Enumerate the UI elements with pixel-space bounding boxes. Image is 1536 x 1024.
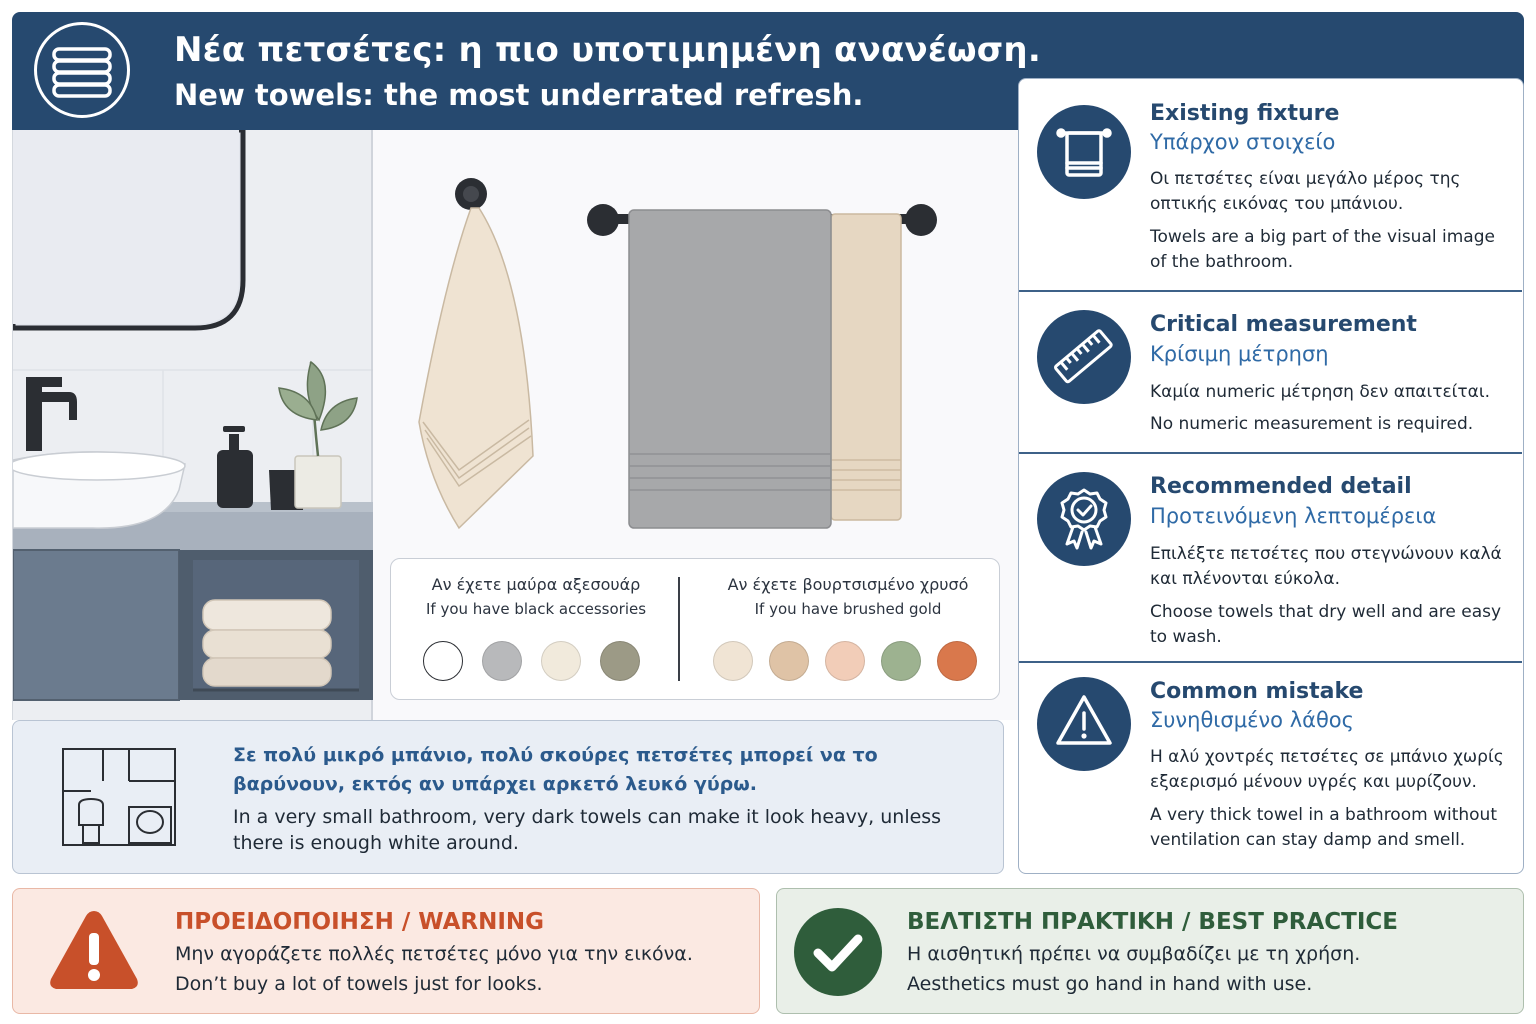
color-swatch (600, 641, 640, 681)
page-title-english: New towels: the most underrated refresh. (174, 78, 864, 112)
towel-rail-icon (1037, 105, 1131, 199)
warning-text-greek: Μην αγοράζετε πολλές πετσέτες μόνο για την εικόνα. (175, 943, 693, 965)
best-practice-title: ΒΕΛΤΙΣΤΗ ΠΡΑΚΤΙΚΗ / BEST PRACTICE (907, 909, 1398, 935)
tip-body-english: Choose towels that dry well and are easy to wash. (1150, 602, 1502, 647)
tip-body-english: No numeric measurement is required. (1150, 414, 1474, 434)
note-text-greek: Σε πολύ μικρό μπάνιο, πολύ σκούρες πετσέτες μπορεί να το βαρύνουν, εκτός αν υπάρχει αρκετό λευκό γύρω. (233, 744, 878, 795)
best-practice-text-english: Aesthetics must go hand in hand with use. (907, 973, 1313, 995)
small-bathroom-note (12, 720, 1004, 874)
color-swatch-panel (390, 558, 1000, 700)
black-accessories-label-english: If you have black accessories (425, 600, 647, 618)
tip-title-english: Critical measurement (1150, 312, 1417, 337)
warning-text-english: Don’t buy a lot of towels just for looks. (175, 973, 543, 995)
warning-triangle-icon (47, 907, 141, 993)
tip-body-english: A very thick towel in a bathroom without ventilation can stay damp and smell. (1150, 805, 1497, 850)
tip-body-greek: Επιλέξτε πετσέτες που στεγνώνουν καλά και πλένονται εύκολα. (1150, 544, 1502, 589)
checkmark-circle-icon (793, 907, 883, 997)
tip-title-greek: Κρίσιμη μέτρηση (1150, 342, 1329, 366)
mirror-illustration (13, 130, 243, 328)
black-accessories-group (391, 575, 681, 618)
page-title-greek: Νέα πετσέτες: η πιο υποτιμημένη ανανέωση. (174, 30, 1041, 70)
color-swatch (881, 641, 921, 681)
color-swatch (713, 641, 753, 681)
tip-body-english: Towels are a big part of the visual image of the bathroom. (1150, 227, 1495, 272)
tips-panel (1018, 78, 1524, 874)
tip-title-greek: Προτεινόμενη λεπτομέρεια (1150, 504, 1437, 528)
tip-title-english: Recommended detail (1150, 474, 1412, 499)
tip-body-greek: Η αλύ χοντρές πετσέτες σε μπάνιο χωρίς εξαερισμό μένουν υγρές και μυρίζουν. (1150, 747, 1504, 792)
warning-title: ΠΡΟΕΙΔΟΠΟΙΗΣΗ / WARNING (175, 909, 545, 935)
award-badge-icon (1037, 472, 1131, 566)
brushed-gold-label-english: If you have brushed gold (754, 600, 942, 618)
tip-common-mistake (1019, 663, 1522, 873)
stacked-towels-icon (34, 22, 130, 118)
color-swatch (937, 641, 977, 681)
tip-critical-measurement (1019, 292, 1522, 452)
warning-triangle-icon (1037, 677, 1131, 771)
best-practice-banner (776, 888, 1524, 1014)
brushed-gold-group (703, 575, 993, 618)
color-swatch (769, 641, 809, 681)
tip-title-greek: Συνηθισμένο λάθος (1150, 708, 1354, 732)
warning-banner (12, 888, 760, 1014)
tip-existing-fixture (1019, 79, 1522, 291)
best-practice-text-greek: Η αισθητική πρέπει να συμβαδίζει με τη χρήση. (907, 943, 1361, 965)
swatch-divider (678, 577, 680, 681)
tip-title-greek: Υπάρχον στοιχείο (1150, 130, 1336, 154)
floor-plan-icon (61, 747, 177, 847)
note-text-english: In a very small bathroom, very dark towels can make it look heavy, unless there is enough white around. (233, 806, 942, 854)
color-swatch (482, 641, 522, 681)
tip-body-greek: Καμία numeric μέτρηση δεν απαιτείται. (1150, 382, 1490, 402)
color-swatch (541, 641, 581, 681)
color-swatch (825, 641, 865, 681)
black-accessories-label-greek: Αν έχετε μαύρα αξεσουάρ (431, 575, 641, 594)
ruler-icon (1037, 310, 1131, 404)
tip-title-english: Existing fixture (1150, 101, 1340, 126)
tip-title-english: Common mistake (1150, 679, 1364, 704)
brushed-gold-label-greek: Αν έχετε βουρτσισμένο χρυσό (727, 575, 969, 594)
tip-body-greek: Οι πετσέτες είναι μεγάλο μέρος της οπτικής εικόνας του μπάνιου. (1150, 169, 1461, 214)
color-swatch (423, 641, 463, 681)
tip-recommended-detail (1019, 454, 1522, 662)
